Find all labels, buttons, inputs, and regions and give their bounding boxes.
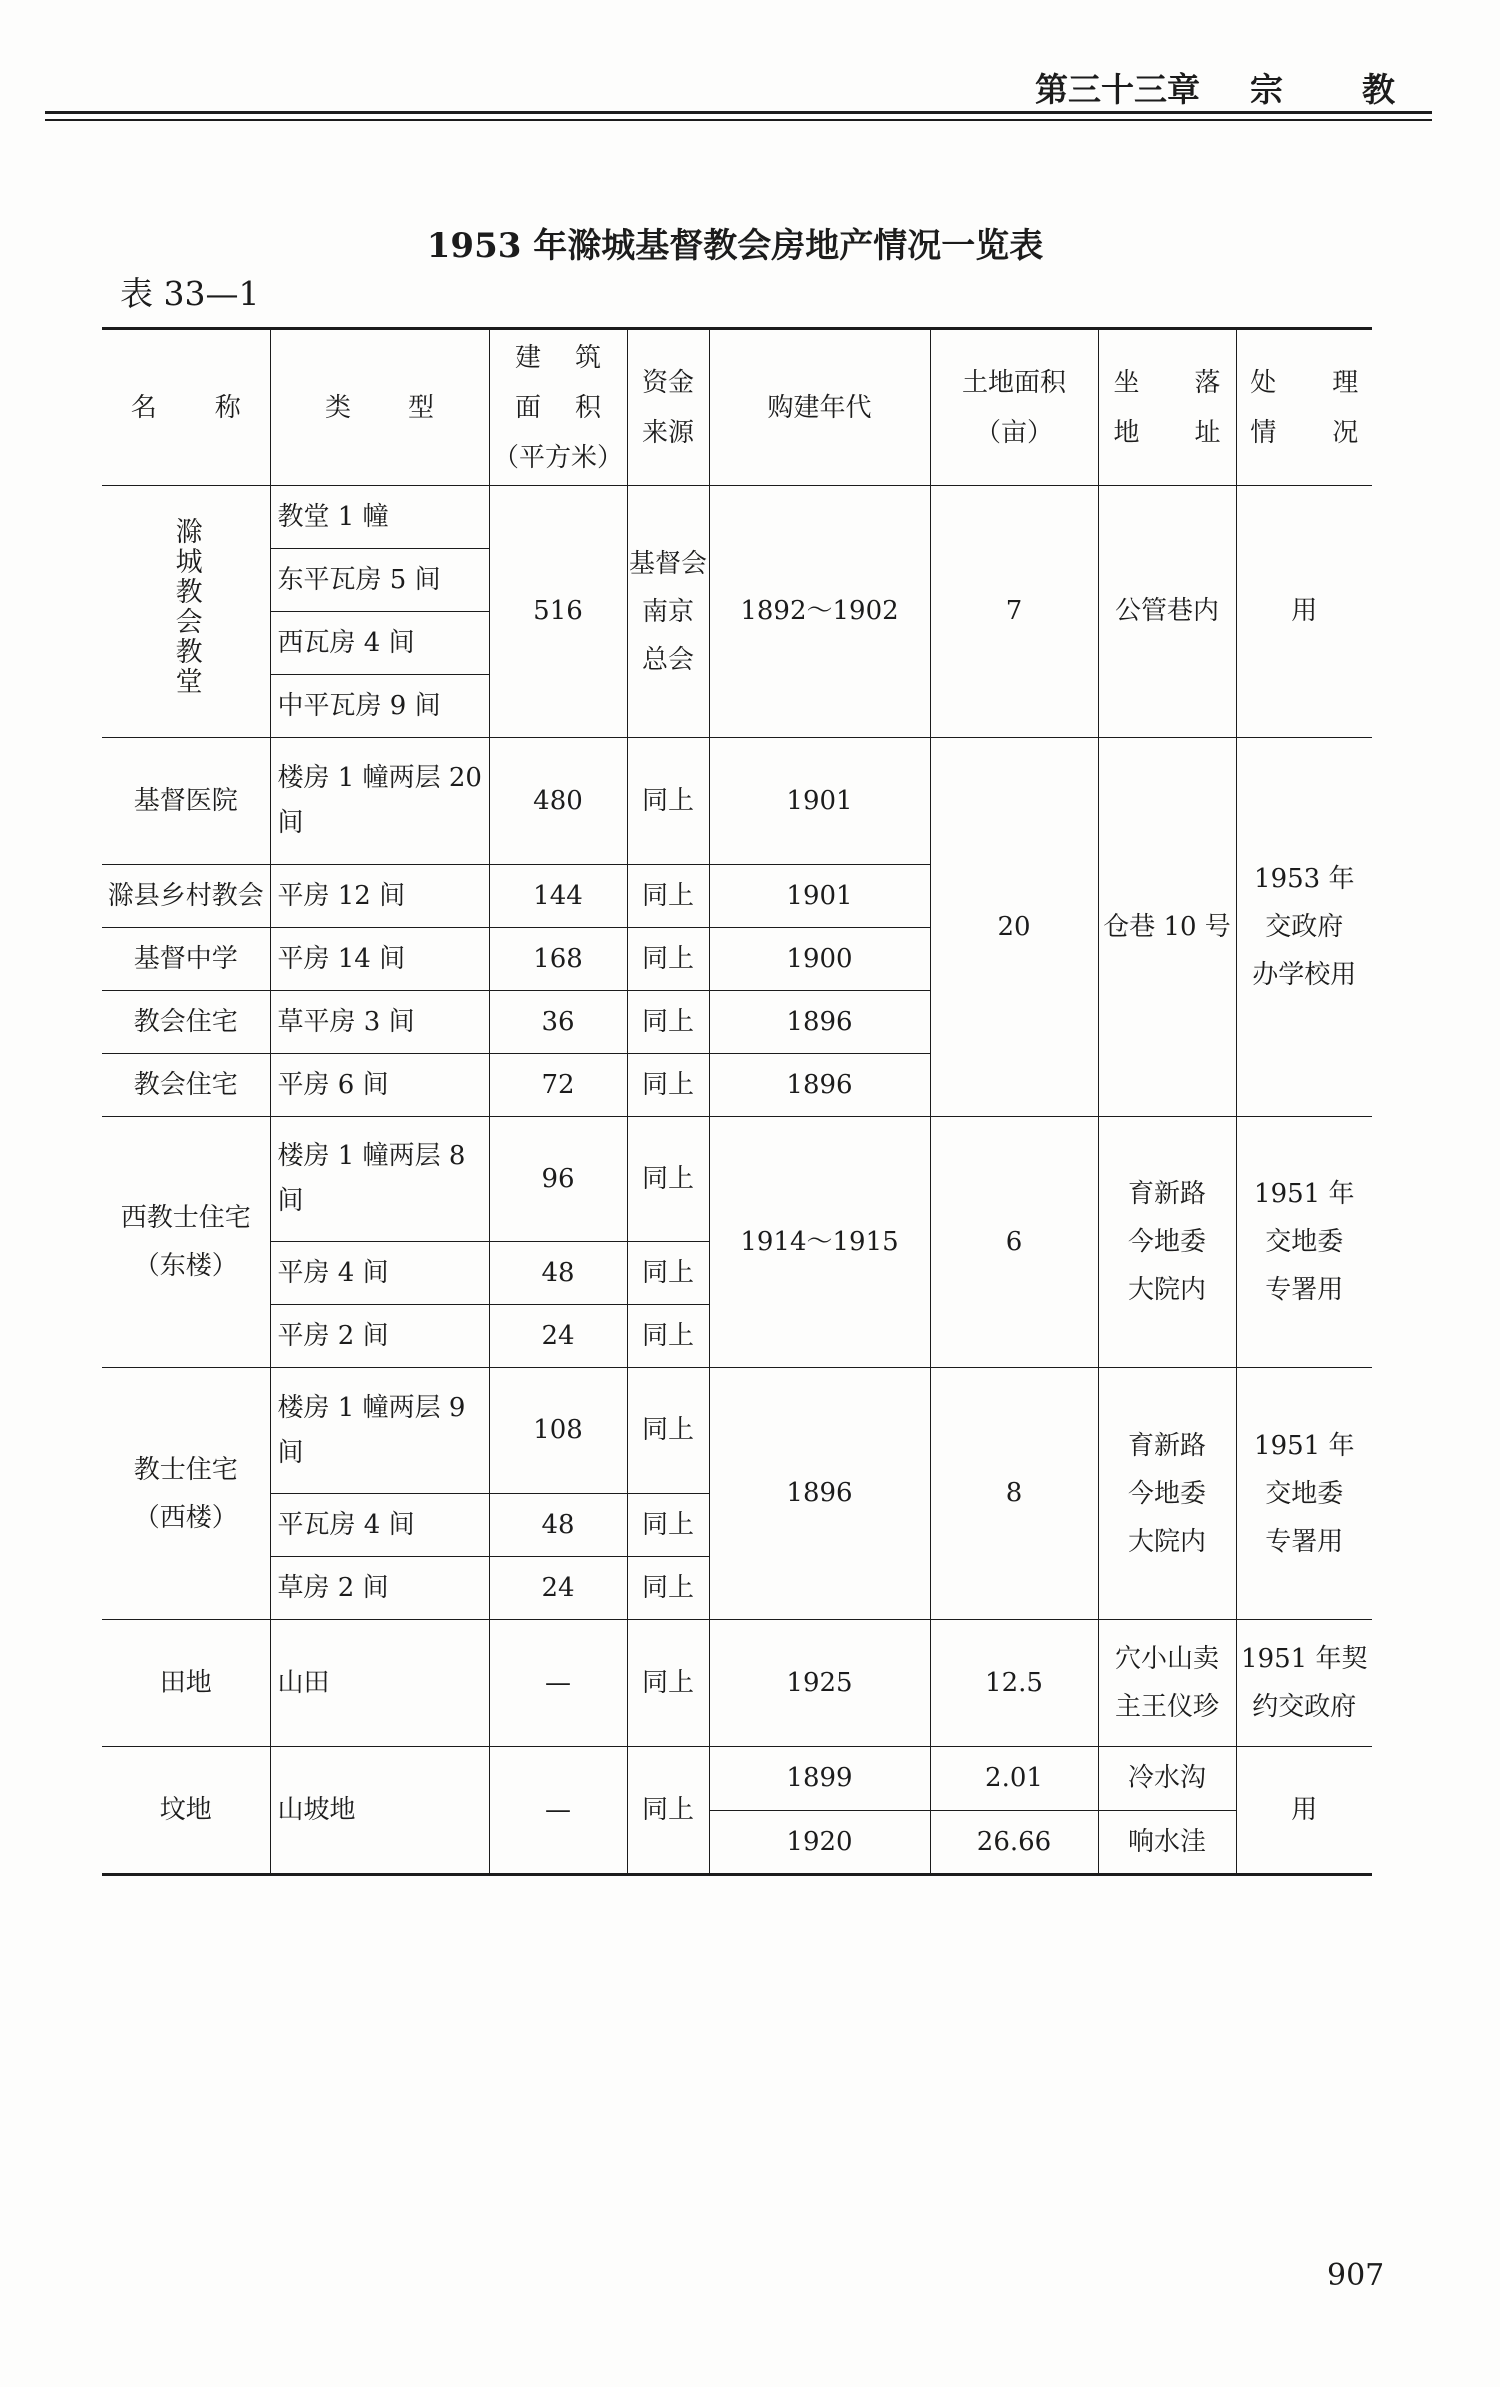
fund-cell: 同上 (627, 1117, 709, 1242)
fund-cell: 同上 (627, 1747, 709, 1875)
header-type-text: 类型 (324, 392, 491, 423)
type-cell: 西瓦房 4 间 (270, 612, 489, 675)
table-row (102, 1368, 1372, 1494)
disposition-line: 专署用 (1265, 1275, 1344, 1305)
location-line: 穴小山卖 (1114, 1644, 1219, 1674)
year-cell: 1900 (709, 928, 930, 991)
name-cell: 教会住宅 (102, 991, 270, 1054)
name-cell: 滁县乡村教会 (102, 865, 270, 928)
disposition-cell (1236, 1368, 1372, 1620)
type-cell: 教堂 1 幢 (270, 486, 489, 549)
name-line: （东楼） (133, 1251, 238, 1281)
table-row (102, 1747, 1372, 1811)
disposition-cell (1236, 1117, 1372, 1368)
table-row (102, 486, 1372, 549)
location-cell (1098, 1117, 1236, 1368)
header-location-line: 地址 (1113, 417, 1276, 448)
location-cell: 公管巷内 (1098, 486, 1236, 738)
table-row (102, 1620, 1372, 1747)
header-location-line: 坐落 (1113, 367, 1276, 398)
page-number: 907 (1327, 2258, 1385, 2293)
type-line: 间 (277, 1186, 304, 1216)
disposition-line: 交政府 (1265, 912, 1344, 942)
header-disposition (1236, 329, 1415, 486)
type-cell: 平房 14 间 (270, 928, 489, 991)
disposition-line: 专署用 (1265, 1526, 1344, 1557)
name-cell (102, 1117, 270, 1368)
type-cell: 山坡地 (270, 1747, 489, 1875)
fund-cell: 同上 (627, 738, 709, 865)
type-line: 间 (277, 808, 304, 838)
location-cell (1098, 1620, 1236, 1747)
fund-cell: 同上 (627, 1494, 709, 1557)
type-line: 间 (277, 1437, 304, 1468)
disposition-line: 1951 年 (1254, 1179, 1355, 1209)
running-head-section: 宗教 (1250, 70, 1474, 109)
name-text-vertical: 滁城教会教堂 (170, 517, 202, 698)
disposition-line: 1951 年 (1254, 1430, 1355, 1461)
header-name (102, 329, 299, 486)
name-cell (102, 486, 270, 738)
disposition-line: 交地委 (1265, 1227, 1344, 1257)
type-cell (270, 738, 489, 865)
fund-cell (627, 486, 709, 738)
area-cell: — (489, 1747, 627, 1875)
area-cell: 36 (489, 991, 627, 1054)
year-cell: 1914～1915 (709, 1117, 930, 1368)
header-row (102, 329, 1372, 486)
fund-cell: 同上 (627, 1242, 709, 1305)
table-row (102, 1117, 1372, 1242)
fund-cell: 同上 (627, 865, 709, 928)
disposition-line: 约交政府 (1252, 1692, 1357, 1722)
fund-line: 总会 (641, 644, 694, 675)
location-line: 大院内 (1127, 1275, 1206, 1305)
table-number: 表 33—1 (120, 274, 260, 313)
land-cell: 7 (930, 486, 1098, 738)
year-cell: 1896 (709, 1054, 930, 1117)
header-fund-line: 资金 (641, 367, 694, 398)
location-cell: 响水洼 (1098, 1811, 1236, 1875)
disposition-cell: 用 (1236, 1747, 1372, 1875)
fund-cell: 同上 (627, 991, 709, 1054)
year-cell: 1901 (709, 738, 930, 865)
header-area-unit: （平方米） (492, 442, 623, 473)
land-cell: 6 (930, 1117, 1098, 1368)
fund-line: 基督会 (628, 548, 707, 579)
area-cell: 168 (489, 928, 627, 991)
header-name-text: 名称 (130, 392, 299, 423)
type-line: 楼房 1 幢两层 9 (277, 1392, 466, 1423)
area-cell: 48 (489, 1494, 627, 1557)
type-cell: 山田 (270, 1620, 489, 1747)
name-line: （西楼） (133, 1502, 238, 1533)
fund-cell: 同上 (627, 928, 709, 991)
land-cell: 8 (930, 1368, 1098, 1620)
disposition-line: 办学校用 (1252, 960, 1357, 990)
type-cell: 平房 12 间 (270, 865, 489, 928)
disposition-cell (1236, 1620, 1372, 1747)
header-land (930, 329, 1098, 486)
header-area-line: 面积 (514, 392, 635, 423)
header-location (1098, 329, 1276, 486)
fund-cell: 同上 (627, 1305, 709, 1368)
land-cell: 20 (930, 738, 1098, 1117)
name-cell: 教会住宅 (102, 1054, 270, 1117)
location-cell: 仓巷 10 号 (1098, 738, 1236, 1117)
year-cell: 1925 (709, 1620, 930, 1747)
year-cell: 1892～1902 (709, 486, 930, 738)
disposition-cell: 用 (1236, 486, 1372, 738)
area-cell: 24 (489, 1305, 627, 1368)
fund-cell: 同上 (627, 1054, 709, 1117)
year-cell: 1896 (709, 1368, 930, 1620)
header-rule-thin (45, 119, 1432, 121)
name-cell: 基督医院 (102, 738, 270, 865)
location-line: 今地委 (1127, 1227, 1206, 1257)
location-line: 大院内 (1127, 1526, 1206, 1557)
type-cell: 草平房 3 间 (270, 991, 489, 1054)
disposition-line: 交地委 (1265, 1478, 1344, 1509)
name-cell (102, 1368, 270, 1620)
year-cell: 1901 (709, 865, 930, 928)
area-cell: 480 (489, 738, 627, 865)
running-head-chapter: 第三十三章 (1035, 70, 1200, 109)
land-cell: 2.01 (930, 1747, 1098, 1811)
type-cell: 平房 6 间 (270, 1054, 489, 1117)
disposition-line: 1953 年 (1254, 864, 1355, 894)
header-disposition-line: 处理 (1250, 367, 1415, 398)
area-cell: 144 (489, 865, 627, 928)
type-cell: 平房 4 间 (270, 1242, 489, 1305)
area-cell: 96 (489, 1117, 627, 1242)
header-rule-thick (45, 111, 1432, 114)
header-land-line: 土地面积 (961, 367, 1066, 398)
year-cell: 1920 (709, 1811, 930, 1875)
name-cell: 基督中学 (102, 928, 270, 991)
area-cell: 516 (489, 486, 627, 738)
area-cell: 72 (489, 1054, 627, 1117)
year-cell: 1899 (709, 1747, 930, 1811)
type-cell: 平房 2 间 (270, 1305, 489, 1368)
area-cell: 48 (489, 1242, 627, 1305)
location-line: 今地委 (1127, 1478, 1206, 1509)
location-line: 育新路 (1127, 1179, 1206, 1209)
table-title: 1953 年滁城基督教会房地产情况一览表 (426, 226, 1044, 266)
disposition-cell (1236, 738, 1372, 1117)
name-cell: 坟地 (102, 1747, 270, 1875)
location-cell: 冷水沟 (1098, 1747, 1236, 1811)
fund-line: 南京 (641, 596, 694, 627)
disposition-line: 1951 年契 (1241, 1644, 1368, 1674)
header-type (270, 329, 489, 486)
type-cell: 中平瓦房 9 间 (270, 675, 489, 738)
type-line: 楼房 1 幢两层 8 (277, 1141, 466, 1171)
type-cell (270, 1368, 489, 1494)
type-cell: 草房 2 间 (270, 1557, 489, 1620)
fund-cell: 同上 (627, 1368, 709, 1494)
type-cell (270, 1117, 489, 1242)
table-row (102, 738, 1372, 865)
area-cell: — (489, 1620, 627, 1747)
land-cell: 12.5 (930, 1620, 1098, 1747)
header-disposition-line: 情况 (1250, 417, 1415, 448)
fund-cell: 同上 (627, 1557, 709, 1620)
header-year-text: 购建年代 (767, 392, 872, 423)
type-line: 楼房 1 幢两层 20 (277, 763, 482, 793)
land-cell: 26.66 (930, 1811, 1098, 1875)
area-cell: 24 (489, 1557, 627, 1620)
property-table (102, 327, 1415, 1876)
header-fund (627, 329, 709, 486)
location-line: 主王仪珍 (1114, 1692, 1219, 1722)
name-line: 西教士住宅 (120, 1203, 251, 1233)
type-cell: 东平瓦房 5 间 (270, 549, 489, 612)
header-land-unit: （亩） (974, 417, 1053, 448)
header-area (489, 329, 635, 486)
area-cell: 108 (489, 1368, 627, 1494)
header-area-line: 建筑 (514, 342, 635, 373)
location-cell (1098, 1368, 1236, 1620)
year-cell: 1896 (709, 991, 930, 1054)
type-cell: 平瓦房 4 间 (270, 1494, 489, 1557)
name-line: 教士住宅 (133, 1454, 238, 1485)
fund-cell: 同上 (627, 1620, 709, 1747)
location-line: 育新路 (1127, 1430, 1206, 1461)
header-year (709, 329, 930, 486)
name-cell: 田地 (102, 1620, 270, 1747)
header-fund-line: 来源 (641, 417, 694, 448)
